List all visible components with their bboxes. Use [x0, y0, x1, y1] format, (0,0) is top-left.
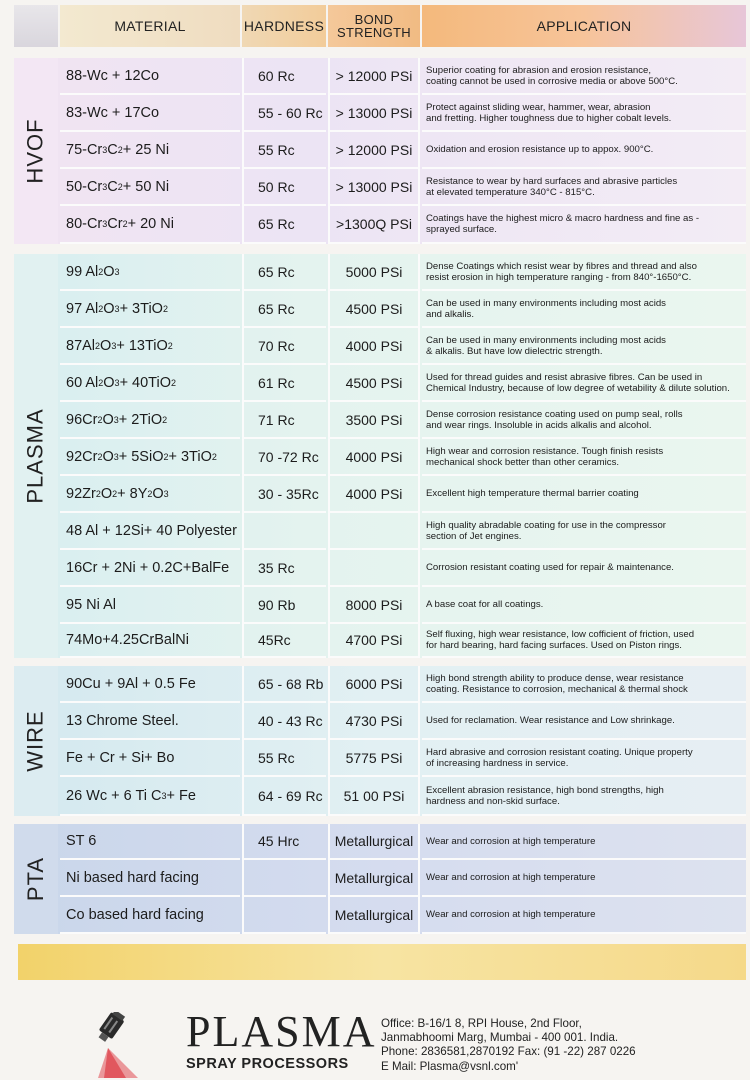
application-cell: Resistance to wear by hard surfaces and abrasive particles at elevated temperature 340°C - 815°C.: [422, 169, 746, 206]
header-blank-cell: [14, 5, 58, 47]
material-cell: Co based hard facing: [60, 897, 240, 934]
application-cell: Self fluxing, high wear resistance, low cofficient of friction, used for hard bearing, hard facing surfaces. Used on Piston rings.: [422, 624, 746, 658]
application-cell: Used for reclamation. Wear resistance and Low shrinkage.: [422, 703, 746, 740]
spray-gun-icon: [92, 1012, 152, 1078]
bond-strength-cell: Metallurgical: [328, 860, 420, 897]
application-cell: High bond strength ability to produce dense, wear resistance coating. Resistance to corrosion, mechanical & thermal shock: [422, 666, 746, 703]
table-row: [60, 666, 746, 703]
table-row: [60, 254, 746, 291]
table-row: [60, 824, 746, 860]
application-cell: Wear and corrosion at high temperature: [422, 897, 746, 934]
application-cell: Used for thread guides and resist abrasive fibres. Can be used in Chemical Industry, because of low degree of wetability & dilute solution.: [422, 365, 746, 402]
hardness-cell: 65 - 68 Rb: [242, 666, 326, 703]
application-cell: A base coat for all coatings.: [422, 587, 746, 624]
table-row: [60, 860, 746, 897]
table-row: [60, 169, 746, 206]
bond-strength-cell: > 12000 PSi: [328, 58, 420, 95]
hardness-cell: [242, 513, 326, 550]
hardness-cell: 65 Rc: [242, 206, 326, 244]
application-cell: Oxidation and erosion resistance up to appox. 900°C.: [422, 132, 746, 169]
application-cell: Excellent abrasion resistance, high bond strengths, high hardness and non-skid surface.: [422, 777, 746, 816]
brand-tagline: SPRAY PROCESSORS: [186, 1056, 349, 1072]
hardness-cell: 71 Rc: [242, 402, 326, 439]
address-line: Phone: 2836581,2870192 Fax: (91 -22) 287 0226: [381, 1045, 636, 1059]
bond-strength-cell: 4730 PSi: [328, 703, 420, 740]
bond-strength-cell: 4000 PSi: [328, 328, 420, 365]
application-cell: Wear and corrosion at high temperature: [422, 824, 746, 860]
address-line: Janmabhoomi Marg, Mumbai - 400 001. India.: [381, 1031, 619, 1045]
section-wire: [14, 666, 746, 816]
application-cell: Can be used in many environments including most acids and alkalis.: [422, 291, 746, 328]
hardness-cell: 55 Rc: [242, 740, 326, 777]
table-row: [60, 624, 746, 658]
bond-strength-cell: 4500 PSi: [328, 291, 420, 328]
hardness-cell: 61 Rc: [242, 365, 326, 402]
table-row: [60, 740, 746, 777]
bond-strength-cell: 4700 PSi: [328, 624, 420, 658]
table-row: [60, 95, 746, 132]
address-line: Office: B-16/1 8, RPI House, 2nd Floor,: [381, 1017, 582, 1030]
application-cell: Wear and corrosion at high temperature: [422, 860, 746, 897]
bond-strength-cell: 4000 PSi: [328, 476, 420, 513]
application-cell: Coatings have the highest micro & macro hardness and fine as - sprayed surface.: [422, 206, 746, 244]
material-cell: 50-Cr 3 C 2 + 50 Ni: [60, 169, 240, 206]
bond-strength-cell: [328, 513, 420, 550]
material-cell: 95 Ni Al: [60, 587, 240, 624]
application-cell: Can be used in many environments including most acids & alkalis. But have low dielectric strength.: [422, 328, 746, 365]
bond-strength-cell: 5000 PSi: [328, 254, 420, 291]
hardness-cell: 45 Hrc: [242, 824, 326, 860]
section-label: PTA: [14, 824, 58, 934]
material-cell: ST 6: [60, 824, 240, 860]
hardness-cell: 55 Rc: [242, 132, 326, 169]
application-cell: High quality abradable coating for use in the compressor section of Jet engines.: [422, 513, 746, 550]
table-row: [60, 439, 746, 476]
hardness-cell: 70 -72 Rc: [242, 439, 326, 476]
application-cell: Superior coating for abrasion and erosion resistance, coating cannot be used in corrosive media or above 500°C.: [422, 58, 746, 95]
material-cell: 13 Chrome Steel.: [60, 703, 240, 740]
material-cell: 16Cr + 2Ni + 0.2C+BalFe: [60, 550, 240, 587]
hardness-cell: 90 Rb: [242, 587, 326, 624]
hardness-cell: 50 Rc: [242, 169, 326, 206]
hardness-cell: 45Rc: [242, 624, 326, 658]
application-cell: Dense corrosion resistance coating used on pump seal, rolls and wear rings. Insoluble in acids alkalis and alcohol.: [422, 402, 746, 439]
hardness-cell: [242, 897, 326, 934]
table-row: [60, 703, 746, 740]
material-cell: 75-Cr 3 C 2 + 25 Ni: [60, 132, 240, 169]
section-label: HVOF: [14, 58, 58, 244]
material-cell: 74Mo+4.25CrBalNi: [60, 624, 240, 658]
application-cell: High wear and corrosion resistance. Tough finish resists mechanical shock better than other ceramics.: [422, 439, 746, 476]
hardness-cell: 65 Rc: [242, 291, 326, 328]
material-cell: Fe + Cr + Si+ Bo: [60, 740, 240, 777]
header-bond-strength: BOND STRENGTH: [328, 5, 420, 47]
table-row: [60, 58, 746, 95]
hardness-cell: 55 - 60 Rc: [242, 95, 326, 132]
application-cell: Corrosion resistant coating used for repair & maintenance.: [422, 550, 746, 587]
hardness-cell: 65 Rc: [242, 254, 326, 291]
table-row: [60, 587, 746, 624]
material-cell: 80-Cr 3 Cr 2 + 20 Ni: [60, 206, 240, 244]
hardness-cell: [242, 860, 326, 897]
material-cell: 97 Al 2 O 3 + 3TiO 2: [60, 291, 240, 328]
hardness-cell: 60 Rc: [242, 58, 326, 95]
material-cell: 99 Al 2 O 3: [60, 254, 240, 291]
contact-address: [381, 1017, 636, 1074]
hardness-cell: 30 - 35Rc: [242, 476, 326, 513]
hardness-cell: 64 - 69 Rc: [242, 777, 326, 816]
material-cell: 48 Al + 12Si+ 40 Polyester: [60, 513, 240, 550]
table-row: [60, 132, 746, 169]
table-row: [60, 777, 746, 816]
application-cell: Excellent high temperature thermal barrier coating: [422, 476, 746, 513]
table-row: [60, 328, 746, 365]
bond-strength-cell: Metallurgical: [328, 824, 420, 860]
material-cell: 92Cr 2 O 3 + 5SiO 2 + 3TiO 2: [60, 439, 240, 476]
table-row: [60, 513, 746, 550]
decorative-band: [18, 944, 746, 980]
bond-strength-cell: 4000 PSi: [328, 439, 420, 476]
header-hardness: HARDNESS: [242, 5, 326, 47]
material-cell: Ni based hard facing: [60, 860, 240, 897]
material-cell: 60 Al 2 O 3 + 40TiO 2: [60, 365, 240, 402]
email-link[interactable]: E Mail: Plasma@vsnl.com': [381, 1059, 519, 1073]
table-row: [60, 291, 746, 328]
bond-strength-cell: 3500 PSi: [328, 402, 420, 439]
section-plasma: [14, 254, 746, 658]
bond-strength-cell: 8000 PSi: [328, 587, 420, 624]
footer: [0, 998, 750, 1078]
hardness-cell: 35 Rc: [242, 550, 326, 587]
application-cell: Dense Coatings which resist wear by fibres and thread and also resist erosion in high temperature ranging - from 840°-1650°C.: [422, 254, 746, 291]
bond-strength-cell: Metallurgical: [328, 897, 420, 934]
section-pta: [14, 824, 746, 934]
bond-strength-cell: > 12000 PSi: [328, 132, 420, 169]
table-row: [60, 402, 746, 439]
material-cell: 96Cr 2 O 3 + 2TiO 2: [60, 402, 240, 439]
section-label: PLASMA: [14, 254, 58, 658]
material-cell: 87Al 2 O 3 + 13TiO 2: [60, 328, 240, 365]
hardness-cell: 70 Rc: [242, 328, 326, 365]
table-row: [60, 365, 746, 402]
table-row: [60, 550, 746, 587]
bond-strength-cell: > 13000 PSi: [328, 95, 420, 132]
bond-strength-cell: 4500 PSi: [328, 365, 420, 402]
header-application: APPLICATION: [422, 5, 746, 47]
table-row: [60, 206, 746, 244]
material-cell: 88-Wc + 12Co: [60, 58, 240, 95]
bond-strength-cell: 6000 PSi: [328, 666, 420, 703]
brand-name: PLASMA: [186, 1007, 377, 1056]
bond-strength-cell: [328, 550, 420, 587]
bond-strength-cell: 5775 PSi: [328, 740, 420, 777]
hardness-cell: 40 - 43 Rc: [242, 703, 326, 740]
bond-strength-cell: 51 00 PSi: [328, 777, 420, 816]
header-material: MATERIAL: [60, 5, 240, 47]
material-cell: 83-Wc + 17Co: [60, 95, 240, 132]
table-row: [60, 897, 746, 934]
material-cell: 90Cu + 9Al + 0.5 Fe: [60, 666, 240, 703]
section-label: WIRE: [14, 666, 58, 816]
section-hvof: [14, 58, 746, 244]
table-row: [60, 476, 746, 513]
application-cell: Hard abrasive and corrosion resistant coating. Unique property of increasing hardness in service.: [422, 740, 746, 777]
bond-strength-cell: >1300Q PSi: [328, 206, 420, 244]
application-cell: Protect against sliding wear, hammer, wear, abrasion and fretting. Higher toughness due to higher cobalt levels.: [422, 95, 746, 132]
material-cell: 92Zr 2 O 2 + 8Y 2 O 3: [60, 476, 240, 513]
material-cell: 26 Wc + 6 Ti C 3 + Fe: [60, 777, 240, 816]
bond-strength-cell: > 13000 PSi: [328, 169, 420, 206]
